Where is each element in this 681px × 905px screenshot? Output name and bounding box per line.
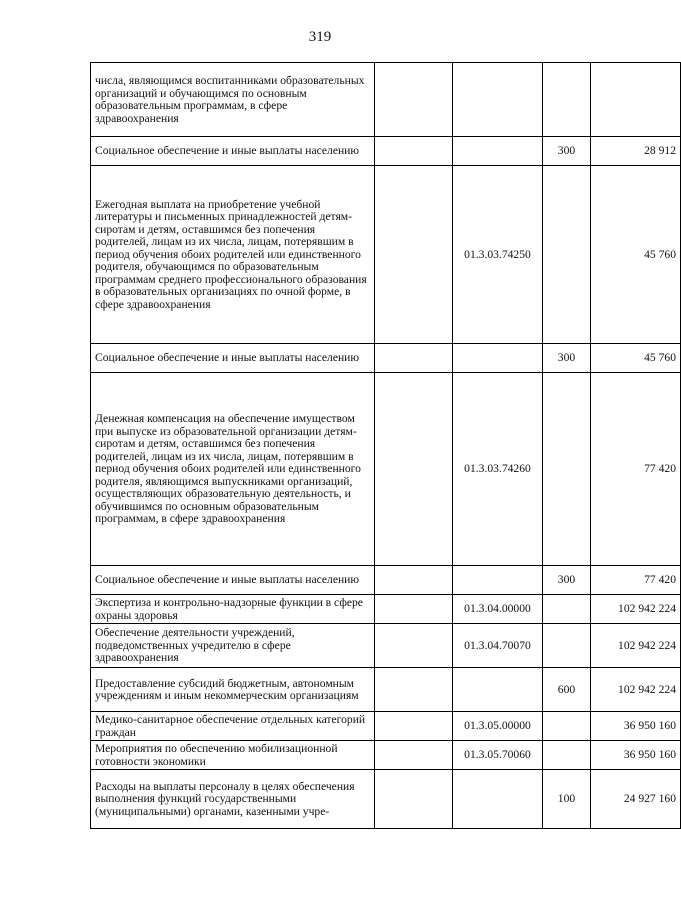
row-type: 300	[543, 137, 591, 166]
empty-cell	[375, 741, 453, 770]
table-row	[91, 373, 681, 566]
row-sum: 102 942 224	[591, 668, 681, 712]
row-type	[543, 595, 591, 624]
row-type	[543, 624, 591, 668]
row-code: 01.3.03.74250	[453, 166, 543, 344]
empty-cell	[375, 566, 453, 595]
empty-cell	[375, 344, 453, 373]
row-code: 01.3.05.70060	[453, 741, 543, 770]
row-name: числа, являющимся воспитанниками образовательных организаций и обучающимся по основным образовательным программам, в сфере здравоохранения	[91, 63, 375, 137]
row-code	[453, 668, 543, 712]
table-row	[91, 344, 681, 373]
row-name: Медико-санитарное обеспечение отдельных категорий граждан	[91, 712, 375, 741]
row-name: Социальное обеспечение и иные выплаты населению	[91, 137, 375, 166]
row-sum: 28 912	[591, 137, 681, 166]
empty-cell	[375, 166, 453, 344]
empty-cell	[375, 624, 453, 668]
table-row	[91, 595, 681, 624]
row-type: 600	[543, 668, 591, 712]
empty-cell	[375, 373, 453, 566]
empty-cell	[375, 668, 453, 712]
row-sum: 77 420	[591, 566, 681, 595]
row-name: Ежегодная выплата на приобретение учебной литературы и письменных принадлежностей детям-сиротам и детям, оставшимся без попечения родителей, лицам из их числа, лицам, потерявшим в период обучения обоих родителей или единственного родителя, обучающимся по образовательным программам среднего профессионального образования в образовательных организациях по очной форме, в сфере здравоохранения	[91, 166, 375, 344]
table-row	[91, 166, 681, 344]
row-type	[543, 741, 591, 770]
row-code: 01.3.05.00000	[453, 712, 543, 741]
row-name: Экспертиза и контрольно-надзорные функции в сфере охраны здоровья	[91, 595, 375, 624]
row-name: Предоставление субсидий бюджетным, автономным учреждениям и иным некоммерческим организациям	[91, 668, 375, 712]
table-row	[91, 741, 681, 770]
empty-cell	[375, 137, 453, 166]
row-type: 100	[543, 770, 591, 829]
row-sum: 24 927 160	[591, 770, 681, 829]
row-sum: 45 760	[591, 166, 681, 344]
row-code: 01.3.03.74260	[453, 373, 543, 566]
row-name: Социальное обеспечение и иные выплаты населению	[91, 344, 375, 373]
table-row	[91, 566, 681, 595]
row-name: Расходы на выплаты персоналу в целях обеспечения выполнения функций государственными (муниципальными) органами, казенными учре-	[91, 770, 375, 829]
table-row	[91, 137, 681, 166]
row-name: Мероприятия по обеспечению мобилизационной готовности экономики	[91, 741, 375, 770]
row-sum: 102 942 224	[591, 624, 681, 668]
row-code	[453, 566, 543, 595]
row-code	[453, 137, 543, 166]
empty-cell	[375, 770, 453, 829]
row-name: Обеспечение деятельности учреждений, подведомственных учредителю в сфере здравоохранения	[91, 624, 375, 668]
row-code: 01.3.04.00000	[453, 595, 543, 624]
row-code: 01.3.04.70070	[453, 624, 543, 668]
row-code	[453, 63, 543, 137]
budget-table	[90, 62, 681, 829]
row-name: Денежная компенсация на обеспечение имуществом при выпуске из образовательной организации детям-сиротам и детям, оставшимся без попечения родителей, лицам из их числа, лицам, потерявшим в период обучения обоих родителей или единственного родителя, являющимся выпускниками организаций, осуществляющих образовательную деятельность, и обучившимся по основным образовательным программам, в сфере здравоохранения	[91, 373, 375, 566]
page-number: 319	[308, 29, 332, 45]
row-sum	[591, 63, 681, 137]
empty-cell	[375, 595, 453, 624]
row-type	[543, 373, 591, 566]
row-type	[543, 63, 591, 137]
table-row	[91, 770, 681, 829]
row-sum: 102 942 224	[591, 595, 681, 624]
row-type: 300	[543, 344, 591, 373]
table-row	[91, 63, 681, 137]
row-code	[453, 344, 543, 373]
empty-cell	[375, 63, 453, 137]
row-sum: 36 950 160	[591, 741, 681, 770]
row-name: Социальное обеспечение и иные выплаты населению	[91, 566, 375, 595]
table-row	[91, 712, 681, 741]
row-type	[543, 712, 591, 741]
row-type	[543, 166, 591, 344]
row-sum: 45 760	[591, 344, 681, 373]
empty-cell	[375, 712, 453, 741]
row-code	[453, 770, 543, 829]
table-row	[91, 624, 681, 668]
table-row	[91, 668, 681, 712]
row-sum: 77 420	[591, 373, 681, 566]
row-type: 300	[543, 566, 591, 595]
row-sum: 36 950 160	[591, 712, 681, 741]
